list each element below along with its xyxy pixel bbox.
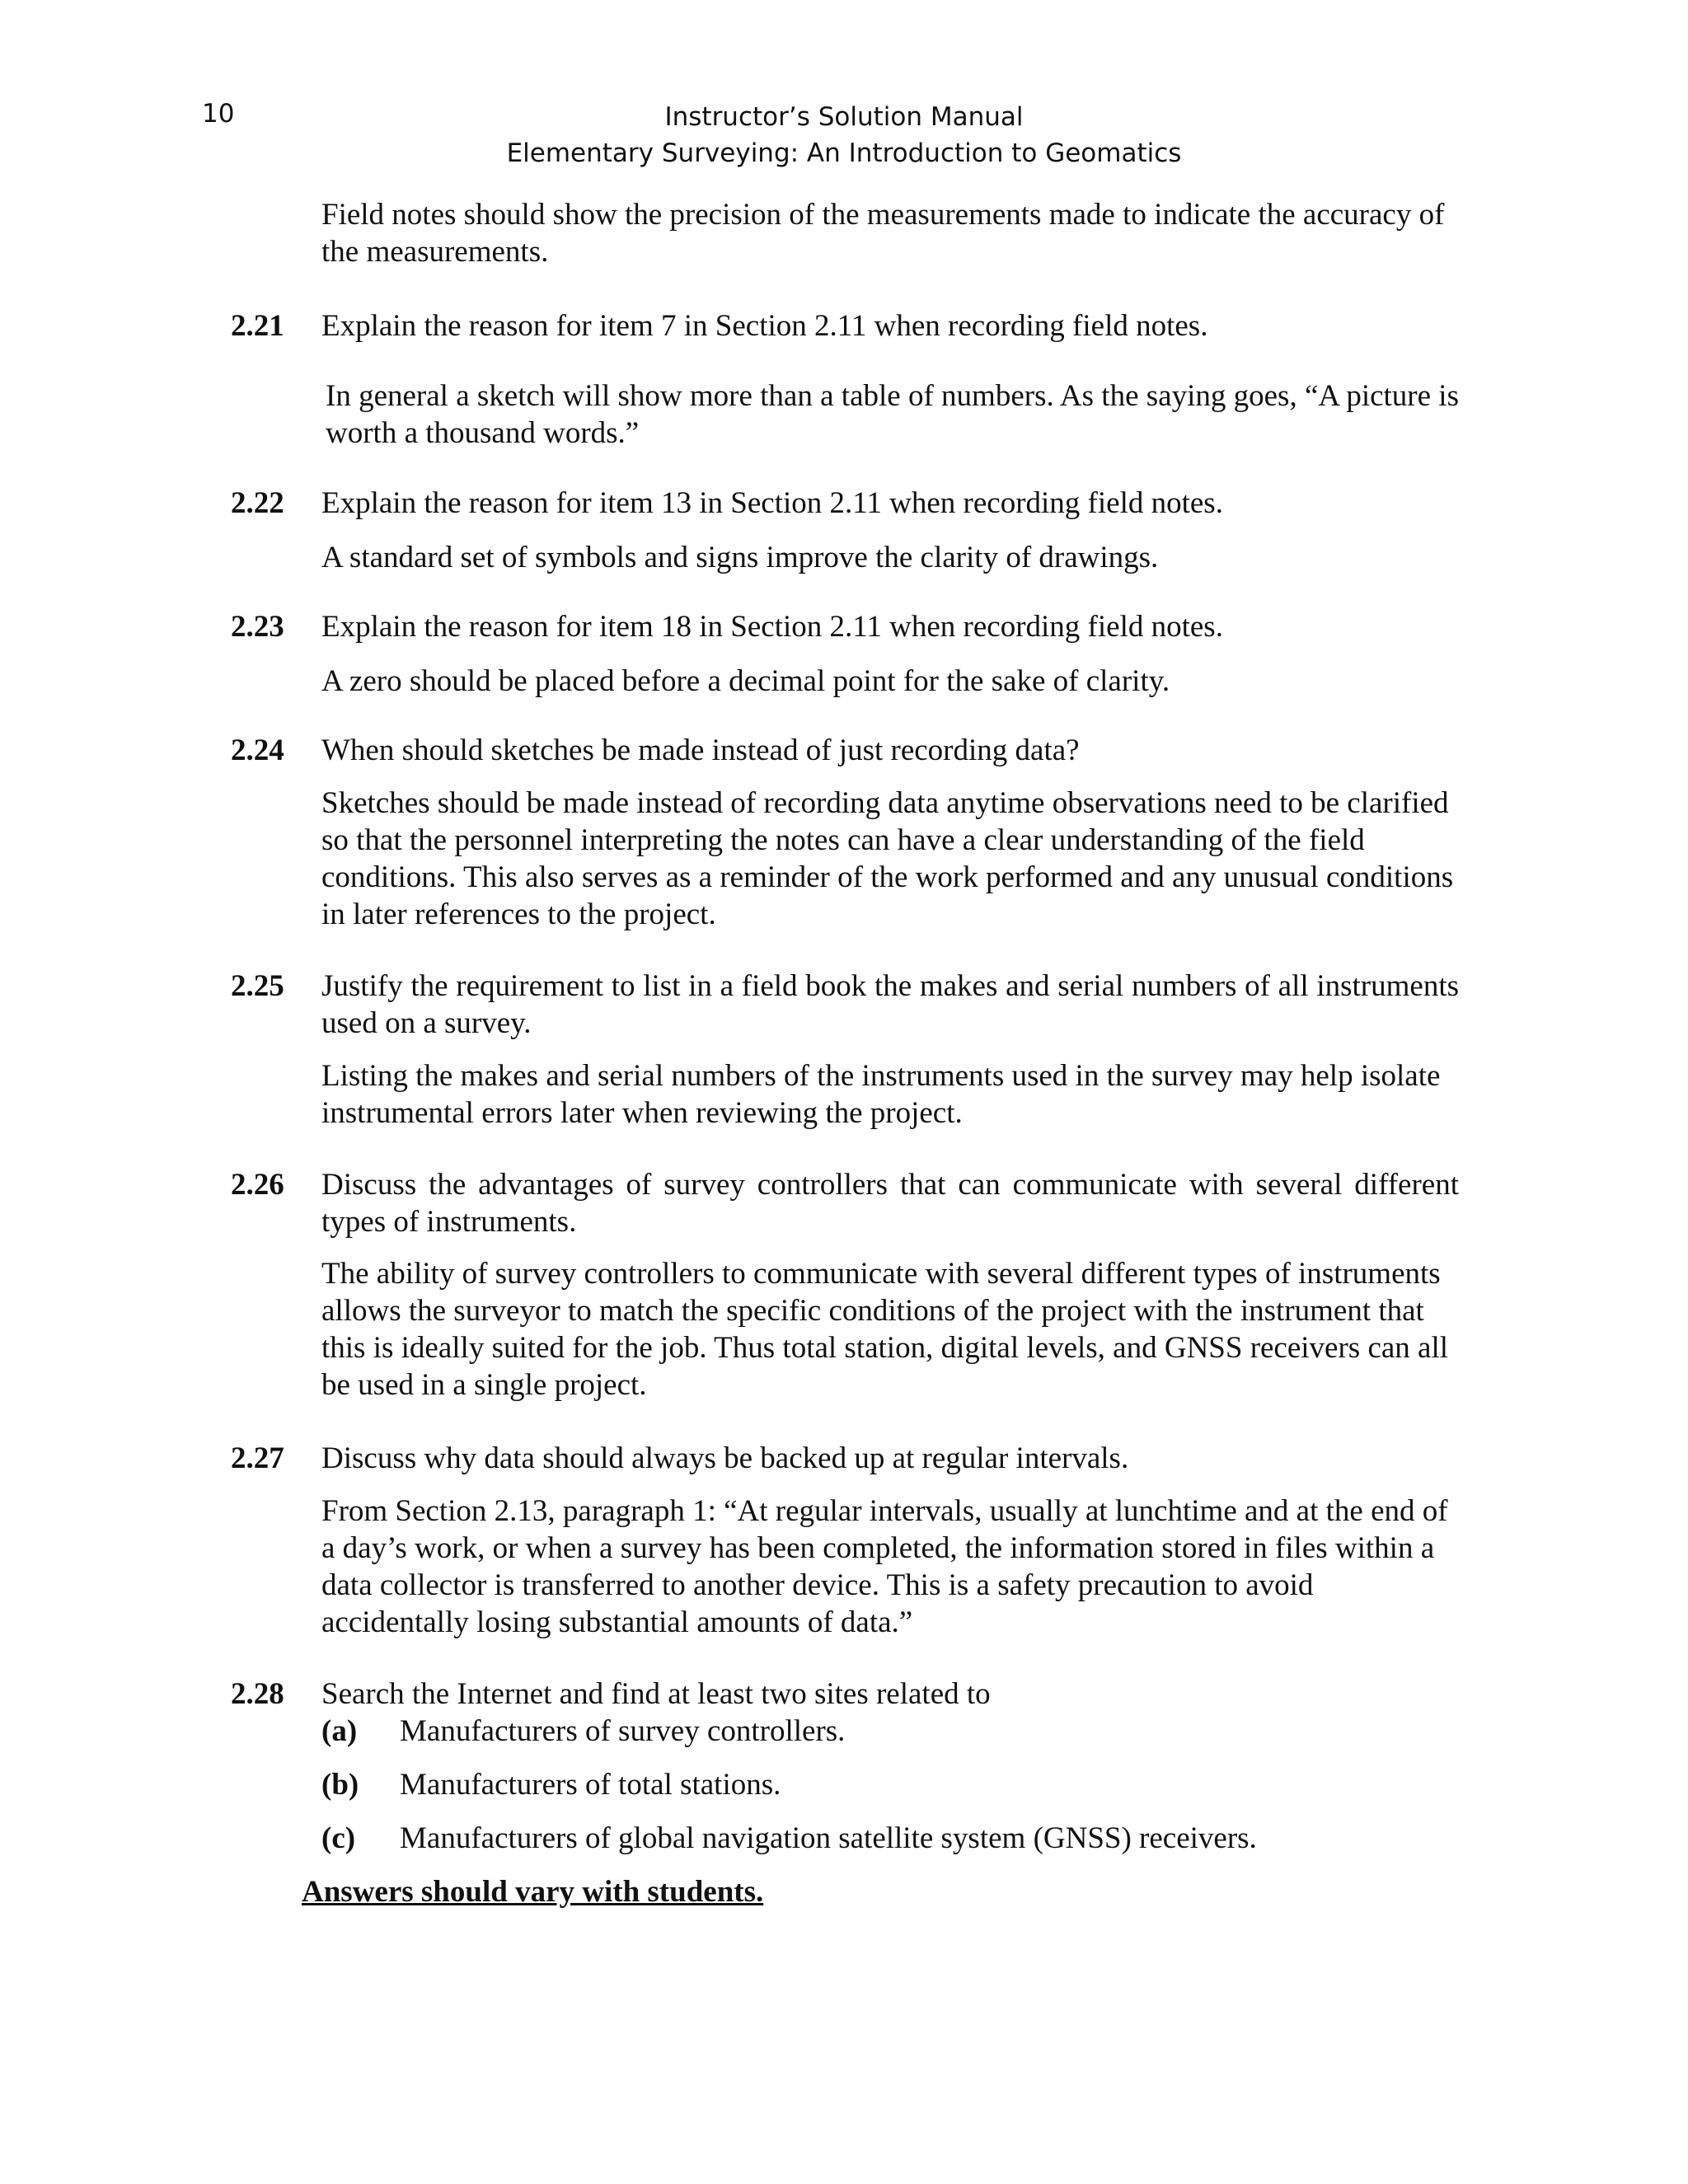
sub-item-label: (c) — [321, 1821, 356, 1855]
question-text: When should sketches be made instead of just recording data? — [321, 733, 1080, 767]
question-text: Explain the reason for item 18 in Section 2.11 when recording field notes. — [321, 610, 1223, 644]
question-number: 2.27 — [231, 1441, 284, 1475]
question-text: Discuss the advantages of survey controllers that can communicate with several different types of instruments. — [321, 1168, 1459, 1239]
sub-item-label: (a) — [321, 1714, 358, 1748]
header-line-1: Instructor’s Solution Manual — [664, 102, 1024, 132]
running-header — [0, 99, 1688, 171]
question-text: Justify the requirement to list in a field book the makes and serial numbers of all instruments used on a survey. — [321, 969, 1459, 1040]
question-number: 2.21 — [231, 309, 284, 343]
page-number: 10 — [202, 99, 235, 129]
question-number: 2.28 — [231, 1677, 284, 1711]
sub-item-label: (b) — [321, 1768, 359, 1802]
header-line-2: Elementary Surveying: An Introduction to Geomatics — [506, 138, 1182, 168]
sub-item-text: Manufacturers of global navigation satellite system (GNSS) receivers. — [400, 1821, 1257, 1855]
question-number: 2.26 — [231, 1168, 284, 1202]
question-number: 2.22 — [231, 486, 284, 520]
final-answer: Answers should vary with students. — [302, 1875, 764, 1909]
question-text: Search the Internet and find at least two sites related to — [321, 1677, 991, 1711]
answer-2-22: A standard set of symbols and signs improve the clarity of drawings. — [321, 541, 1159, 574]
question-number: 2.24 — [231, 733, 284, 767]
answer-2-27: From Section 2.13, paragraph 1: “At regular intervals, usually at lunchtime and at the end of a day’s work, or when a survey has been completed, the information stored in files within a data collector is transferred to another device. This is a safety precaution to avoid accidentally losing substantial amounts of data.” — [321, 1494, 1448, 1639]
question-number: 2.25 — [231, 969, 284, 1003]
intro-paragraph: Field notes should show the precision of the measurements made to indicate the accuracy of the measurements. — [321, 198, 1445, 269]
answer-2-25: Listing the makes and serial numbers of the instruments used in the survey may help isolate instrumental errors later when reviewing the project. — [321, 1059, 1441, 1130]
question-text: Explain the reason for item 13 in Section 2.11 when recording field notes. — [321, 486, 1223, 520]
sub-item-text: Manufacturers of total stations. — [400, 1768, 781, 1802]
question-number: 2.23 — [231, 610, 284, 644]
sub-item-text: Manufacturers of survey controllers. — [400, 1714, 846, 1748]
answer-2-23: A zero should be placed before a decimal point for the sake of clarity. — [321, 664, 1170, 698]
answer-2-21: In general a sketch will show more than a table of numbers. As the saying goes, “A picture is worth a thousand words.” — [326, 379, 1459, 450]
question-text: Discuss why data should always be backed up at regular intervals. — [321, 1441, 1129, 1475]
question-text: Explain the reason for item 7 in Section 2.11 when recording field notes. — [321, 309, 1208, 343]
answer-2-24: Sketches should be made instead of recording data anytime observations need to be clarified so that the personnel interpreting the notes can have a clear understanding of the field conditions. This also serves as a reminder of the work performed and any unusual conditions in later references to the project. — [321, 786, 1454, 931]
answer-2-26: The ability of survey controllers to communicate with several different types of instruments allows the surveyor to match the specific conditions of the project with the instrument that this is ideally suited for the job. Thus total station, digital levels, and GNSS receivers can all be used in a single project. — [321, 1257, 1449, 1402]
